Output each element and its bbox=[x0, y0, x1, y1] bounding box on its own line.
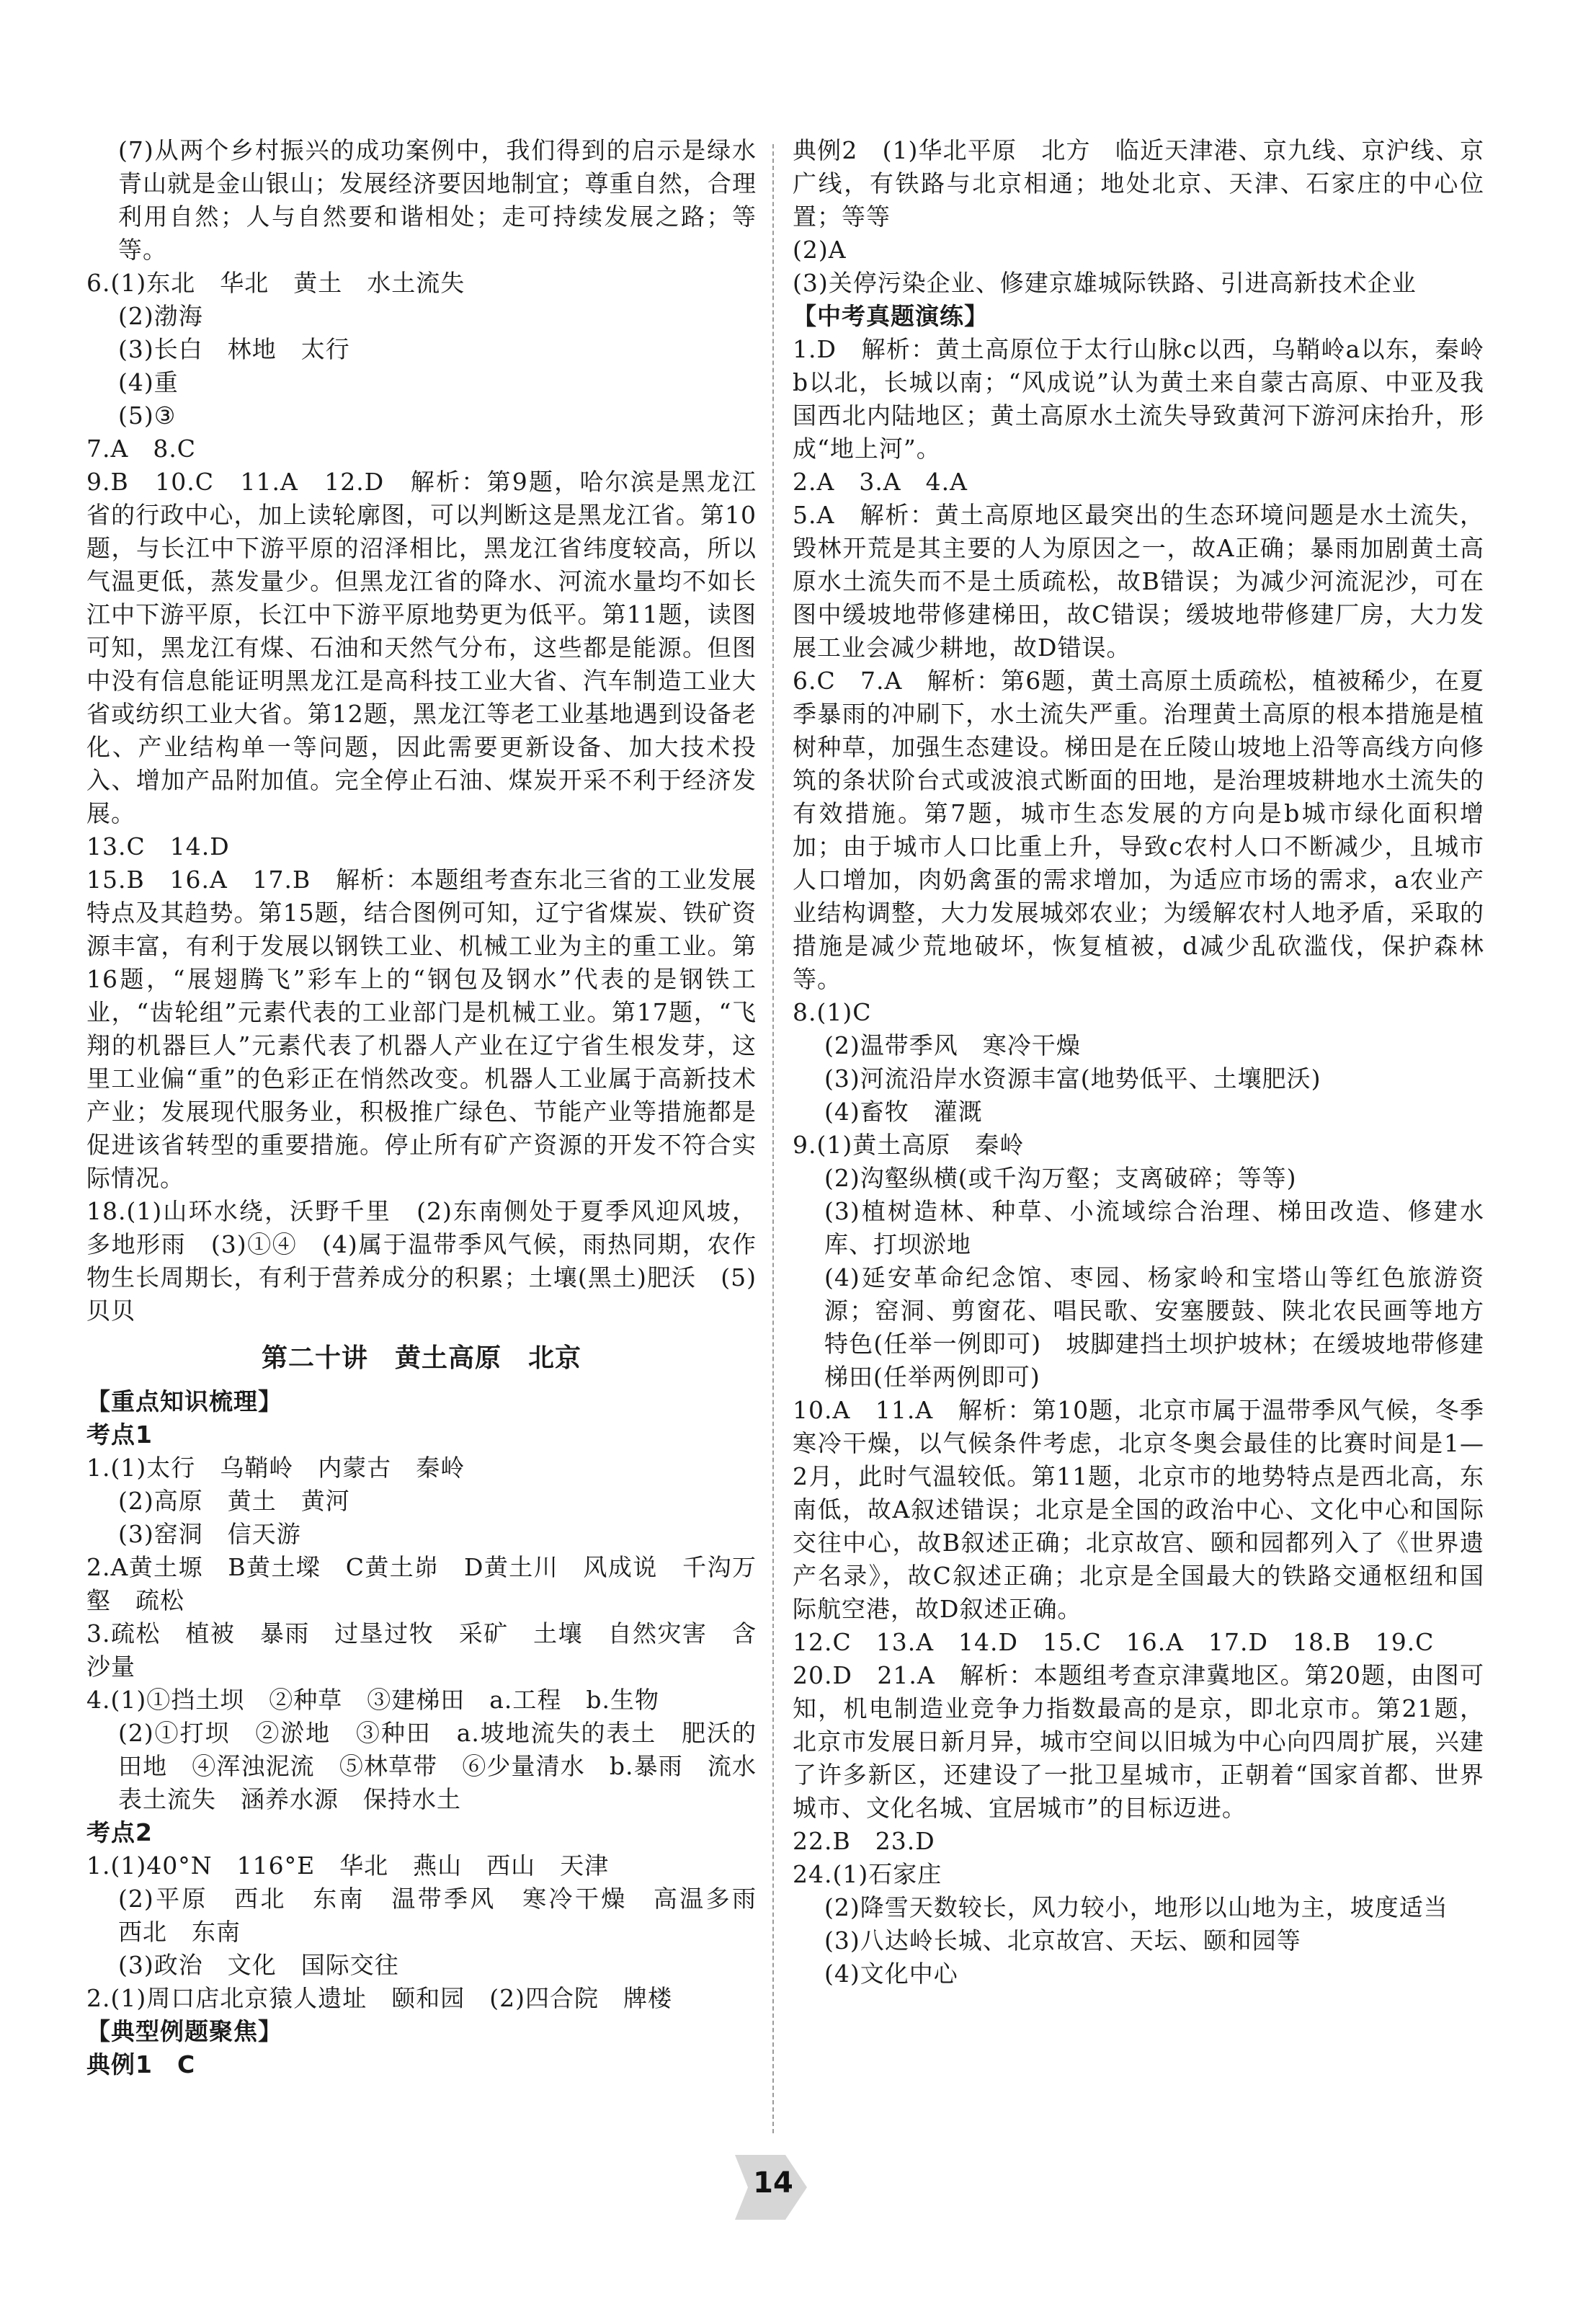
answer-paragraph: (3)政治 文化 国际交往 bbox=[118, 1951, 399, 1979]
answer-paragraph: (2)A bbox=[793, 236, 847, 264]
answer-paragraph: (4)畜牧 灌溉 bbox=[824, 1098, 983, 1126]
section-header: 考点1 bbox=[86, 1420, 153, 1449]
page-number-badge bbox=[735, 2155, 821, 2220]
answer-paragraph: (3)关停污染企业、修建京雄城际铁路、引进高新技术企业 bbox=[793, 269, 1417, 297]
answer-paragraph: (3)窑洞 信天游 bbox=[118, 1520, 301, 1548]
answer-paragraph: 15.B 16.A 17.B 解析：本题组考查东北三省的工业发展特点及其趋势。第15题，结合图例可知，辽宁省煤炭、铁矿资源丰富，有利于发展以钢铁工业、机械工业为主的重工业。第16题，“展翅腾飞”彩车上的“钢包及钢水”代表的是钢铁工业，“齿轮组”元素代表的工业部门是机械工业。第17题，“飞翔的机器巨人”元素代表了机器人产业在辽宁省生根发芽，这里工业偏“重”的色彩正在悄然改变。机器人工业属于高新技术产业；发展现代服务业，积极推广绿色、节能产业等措施都是促进该省转型的重要措施。停止所有矿产资源的开发不符合实际情况。 bbox=[86, 866, 757, 1192]
answer-paragraph: (2)平原 西北 东南 温带季风 寒冷干燥 高温多雨 西北 东南 bbox=[118, 1885, 781, 1946]
section-header: 典例1 C bbox=[86, 2050, 196, 2078]
answer-paragraph: 4.(1)①挡土坝 ②种草 ③建梯田 a.工程 b.生物 bbox=[86, 1686, 660, 1714]
answer-paragraph: (2)渤海 bbox=[118, 302, 203, 330]
section-header: 【典型例题聚焦】 bbox=[86, 2017, 282, 2045]
answer-paragraph: 22.B 23.D bbox=[793, 1827, 935, 1855]
section-header: 【重点知识梳理】 bbox=[86, 1387, 282, 1415]
answer-paragraph: (2)①打坝 ②淤地 ③种田 a.坡地流失的表土 肥沃的田地 ④浑浊泥流 ⑤林草带 ⑥少量清水 b.暴雨 流水 表土流失 涵养水源 保持水土 bbox=[118, 1719, 781, 1813]
answer-paragraph: 10.A 11.A 解析：第10题，北京市属于温带季风气候，冬季寒冷干燥，以气候条件考虑，北京冬奥会最佳的比赛时间是1—2月，此时气温较低。第11题，北京市的地势特点是西北高，东南低，故A叙述错误；北京是全国的政治中心、文化中心和国际交往中心，故B叙述正确；北京故宫、颐和园都列入了《世界遗产名录》，故C叙述正确；北京是全国最大的铁路交通枢纽和国际航空港，故D叙述正确。 bbox=[793, 1396, 1484, 1623]
section-header: 【中考真题演练】 bbox=[793, 302, 989, 330]
answer-paragraph: (2)高原 黄土 黄河 bbox=[118, 1487, 350, 1515]
answer-paragraph: 13.C 14.D bbox=[86, 832, 230, 861]
answer-paragraph: 1.(1)40°N 116°E 华北 燕山 西山 天津 bbox=[86, 1851, 610, 1880]
answer-paragraph: 18.(1)山环水绕，沃野千里 (2)东南侧处于夏季风迎风坡，多地形雨 (3)①④ (4)属于温带季风气候，雨热同期，农作物生长周期长，有利于营养成分的积累；土壤(黑土)肥沃 (5)贝贝 bbox=[86, 1197, 757, 1325]
answer-paragraph: 9.(1)黄土高原 秦岭 bbox=[793, 1131, 1025, 1159]
section-title: 第二十讲 黄土高原 北京 bbox=[261, 1343, 581, 1373]
answer-paragraph: 典例2 (1)华北平原 北方 临近天津港、京九线、京沪线、京广线，有铁路与北京相通；地处北京、天津、石家庄的中心位置；等等 bbox=[793, 136, 1484, 231]
page-number: 14 bbox=[753, 2166, 793, 2200]
answer-paragraph: (4)文化中心 bbox=[824, 1960, 958, 1988]
answer-paragraph: (5)③ bbox=[118, 401, 177, 430]
answer-paragraph: (3)长白 林地 太行 bbox=[118, 335, 350, 363]
answer-paragraph: (2)沟壑纵横(或千沟万壑；支离破碎；等等) bbox=[824, 1164, 1297, 1192]
answer-paragraph: 2.A黄土塬 B黄土墚 C黄土峁 D黄土川 风成说 千沟万壑 疏松 bbox=[86, 1553, 757, 1614]
answer-paragraph: 2.A 3.A 4.A bbox=[793, 468, 968, 496]
answer-paragraph: 8.(1)C bbox=[793, 998, 872, 1026]
left-column bbox=[86, 134, 781, 2081]
column-divider bbox=[772, 144, 774, 2133]
answer-paragraph: 3.疏松 植被 暴雨 过垦过牧 采矿 土壤 自然灾害 含沙量 bbox=[86, 1619, 757, 1681]
answer-paragraph: (2)降雪天数较长，风力较小，地形以山地为主，坡度适当 bbox=[824, 1893, 1448, 1921]
answer-paragraph: 7.A 8.C bbox=[86, 435, 197, 463]
answer-paragraph: (4)重 bbox=[118, 368, 179, 396]
answer-paragraph: 9.B 10.C 11.A 12.D 解析：第9题，哈尔滨是黑龙江省的行政中心，加上读轮廓图，可以判断这是黑龙江省。第10题，与长江中下游平原的沼泽相比，黑龙江省纬度较高，所以气温更低，蒸发量少。但黑龙江省的降水、河流水量均不如长江中下游平原，长江中下游平原地势更为低平。第11题，读图可知，黑龙江有煤、石油和天然气分布，这些都是能源。但图中没有信息能证明黑龙江是高科技工业大省、汽车制造工业大省或纺织工业大省。第12题，黑龙江等老工业基地遇到设备老化、产业结构单一等问题，因此需要更新设备、加大技术投入、增加产品附加值。完全停止石油、煤炭开采不利于经济发展。 bbox=[86, 468, 757, 827]
answer-paragraph: (2)温带季风 寒冷干燥 bbox=[824, 1031, 1081, 1059]
answer-paragraph: (4)延安革命纪念馆、枣园、杨家岭和宝塔山等红色旅游资源；窑洞、剪窗花、唱民歌、安塞腰鼓、陕北农民画等地方特色(任举一例即可) 坡脚建挡土坝护坡林；在缓坡地带修建梯田(任举两例即可) bbox=[824, 1263, 1484, 1391]
answer-paragraph: 2.(1)周口店北京猿人遗址 颐和园 (2)四合院 牌楼 bbox=[86, 1984, 672, 2012]
answer-paragraph: (3)八达岭长城、北京故宫、天坛、颐和园等 bbox=[824, 1926, 1301, 1955]
answer-paragraph: 6.(1)东北 华北 黄土 水土流失 bbox=[86, 269, 465, 297]
answer-paragraph: 20.D 21.A 解析：本题组考查京津冀地区。第20题，由图可知，机电制造业竞争力指数最高的是京，即北京市。第21题，北京市发展日新月异，城市空间以旧城为中心向四周扩展，兴建了许多新区，还建设了一批卫星城市，正朝着“国家首都、世界城市、文化名城、宜居城市”的目标迈进。 bbox=[793, 1661, 1484, 1822]
answer-paragraph: 6.C 7.A 解析：第6题，黄土高原土质疏松，植被稀少，在夏季暴雨的冲刷下，水土流失严重。治理黄土高原的根本措施是植树种草，加强生态建设。梯田是在丘陵山坡地上沿等高线方向修筑的条状阶台式或波浪式断面的田地，是治理坡耕地水土流失的有效措施。第7题，城市生态发展的方向是b城市绿化面积增加；由于城市人口比重上升，导致c农村人口不断减少，且城市人口增加，肉奶禽蛋的需求增加，为适应市场的需求，a农业产业结构调整，大力发展城郊农业；为缓解农村人地矛盾，采取的措施是减少荒地破坏，恢复植被，d减少乱砍滥伐，保护森林等。 bbox=[793, 667, 1484, 993]
answer-paragraph: (7)从两个乡村振兴的成功案例中，我们得到的启示是绿水青山就是金山银山；发展经济要因地制宜；尊重自然，合理利用自然；人与自然要和谐相处；走可持续发展之路；等等。 bbox=[118, 136, 757, 264]
answer-paragraph: 24.(1)石家庄 bbox=[793, 1860, 942, 1888]
right-column bbox=[793, 134, 1484, 1991]
answer-paragraph: (3)植树造林、种草、小流域综合治理、梯田改造、修建水库、打坝淤地 bbox=[824, 1197, 1484, 1258]
answer-paragraph: 5.A 解析：黄土高原地区最突出的生态环境问题是水土流失，毁林开荒是其主要的人为原因之一，故A正确；暴雨加剧黄土高原水土流失而不是土质疏松，故B错误；为减少河流泥沙，可在图中缓坡地带修建梯田，故C错误；缓坡地带修建厂房，大力发展工业会减少耕地，故D错误。 bbox=[793, 501, 1484, 662]
answer-paragraph: 1.D 解析：黄土高原位于太行山脉c以西，乌鞘岭a以东，秦岭b以北，长城以南；“风成说”认为黄土来自蒙古高原、中亚及我国西北内陆地区；黄土高原水土流失导致黄河下游河床抬升，形成“地上河”。 bbox=[793, 335, 1484, 463]
answer-paragraph: 12.C 13.A 14.D 15.C 16.A 17.D 18.B 19.C bbox=[793, 1628, 1435, 1656]
answer-paragraph: 1.(1)太行 乌鞘岭 内蒙古 秦岭 bbox=[86, 1454, 465, 1482]
section-header: 考点2 bbox=[86, 1818, 153, 1846]
answer-paragraph: (3)河流沿岸水资源丰富(地势低平、土壤肥沃) bbox=[824, 1064, 1321, 1093]
